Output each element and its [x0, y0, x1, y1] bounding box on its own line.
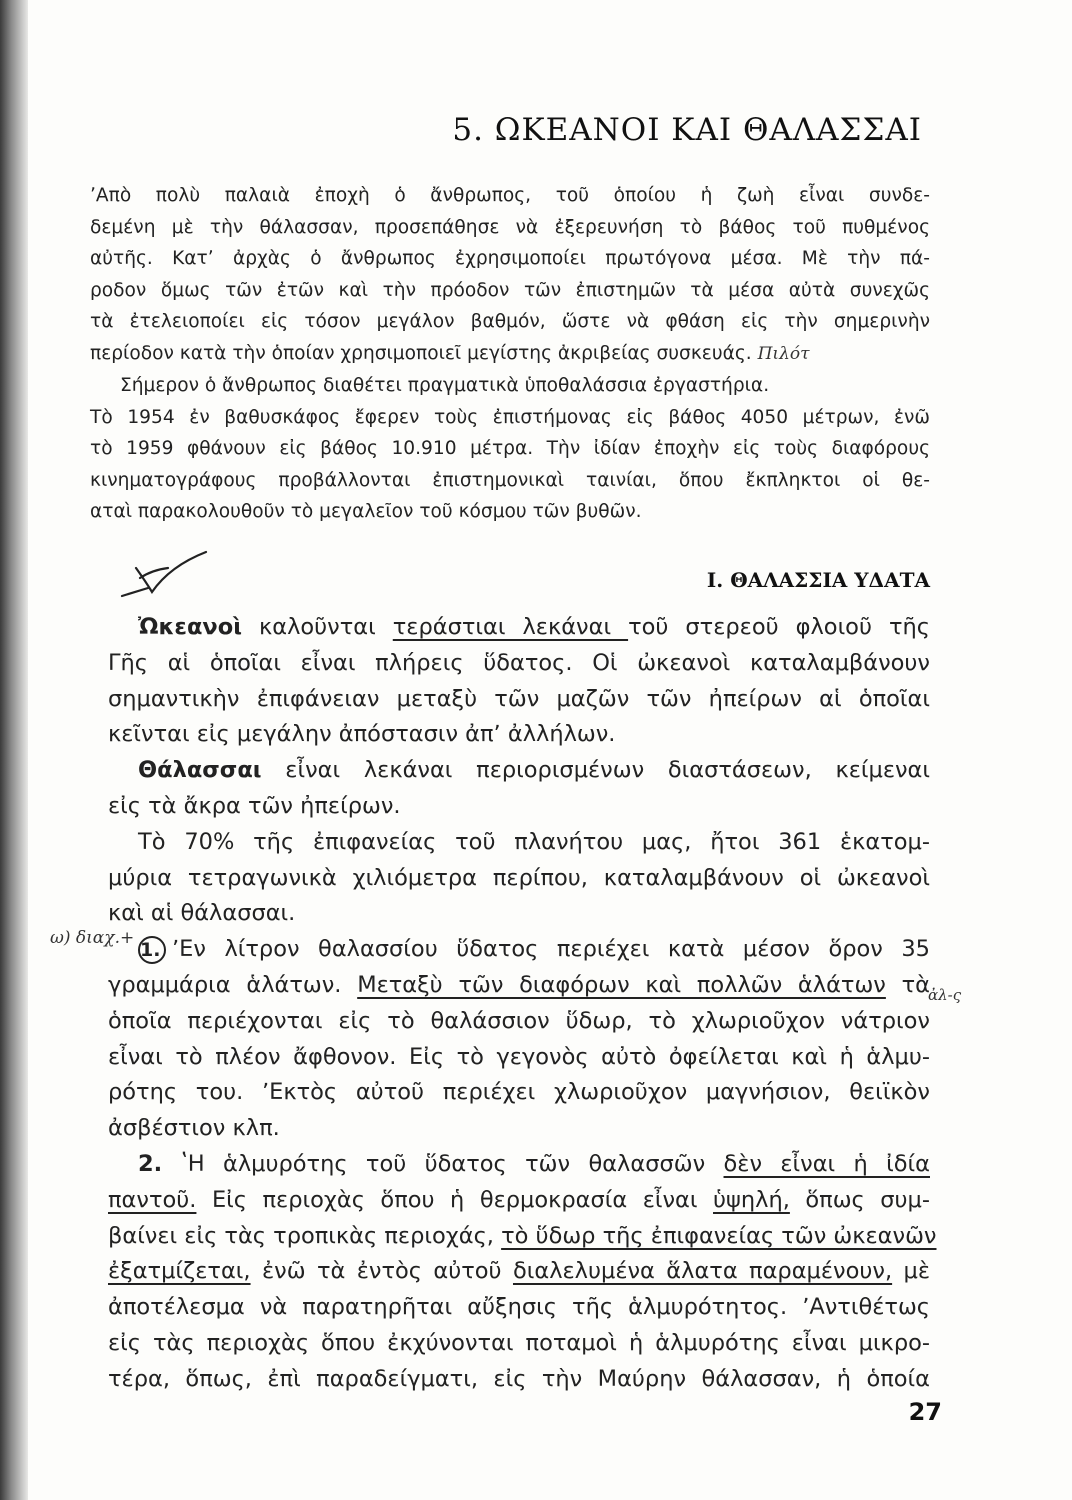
underlined-text: διαλελυμένα ἅλατα παραμένουν, — [512, 1258, 893, 1285]
intro-line: ʼΑπὸ πολὺ παλαιὰ ἐποχὴ ὁ ἄνθρωπος, τοῦ ὁποίου ἡ ζωὴ εἶναι συνδε- — [90, 185, 930, 206]
intro-line: κινηματογράφους προβάλλονται ἐπιστημονικαὶ ταινίαι, ὅπου ἔκπληκτοι οἱ θε- — [90, 469, 930, 491]
term-oceans: Ὠκεανοὶ — [138, 614, 242, 640]
intro-line: αταὶ παρακολουθοῦν τὸ μεγαλεῖον τοῦ κόσμου τῶν βυθῶν. — [90, 501, 642, 522]
intro-line: αὐτῆς. Κατʼ ἀρχὰς ὁ ἄνθρωπος ἐχρησιμοποίει πρωτόγονα μέσα. Μὲ τὴν πά- — [90, 248, 930, 269]
handwritten-side-note: ω) διαχ.+ — [50, 928, 135, 948]
text-line: εἶναι τὸ πλέον ἄφθονον. Εἰς τὸ γεγονὸς αὐτὸ ὀφείλεται καὶ ἡ ἁλμυ- — [108, 1043, 930, 1070]
underlined-text: ὑψηλή, — [713, 1186, 790, 1213]
underlined-text: Μεταξὺ τῶν διαφόρων καὶ πολλῶν ἁλάτων — [357, 971, 886, 998]
text-line: μύρια τετραγωνικὰ χιλιόμετρα περίπου, καταλαμβάνουν οἱ ὠκεανοὶ — [108, 864, 930, 891]
text-span: βαίνει εἰς τὰς τροπικὰς περιοχάς, — [108, 1222, 502, 1249]
underlined-text: ἐξατμίζεται, — [108, 1258, 251, 1285]
intro-line — [90, 338, 930, 371]
page-edge-shadow — [0, 0, 28, 1500]
underlined-text: παντοῦ. — [108, 1186, 197, 1213]
text-line: εἰς τὰς περιοχὰς ὅπου ἐκχύνονται ποταμοὶ ἡ ἁλμυρότης εἶναι μικρο- — [108, 1329, 930, 1356]
text-span: ʽΗ ἁλμυρότης τοῦ ὕδατος τῶν θαλασσῶν — [162, 1150, 724, 1177]
text-line — [108, 1254, 930, 1290]
main-text — [108, 610, 937, 1398]
underlined-text: δὲν εἶναι ἡ ἰδία — [723, 1150, 930, 1177]
text-line: Γῆς αἱ ὁποῖαι εἶναι πλήρεις ὕδατος. Οἱ ὠκεανοὶ καταλαμβάνουν — [108, 649, 930, 676]
text-line: κεῖνται εἰς μεγάλην ἀπόστασιν ἀπʼ ἀλλήλων. — [108, 721, 616, 748]
text-line: τέρα, ὅπως, ἐπὶ παραδείγματι, εἰς τὴν Μαύρην θάλασσαν, ἡ ὁποία — [108, 1365, 930, 1392]
intro-line: Σήμερον ὁ ἄνθρωπος διαθέτει πραγματικὰ ὑποθαλάσσια ἐργαστήρια. — [120, 375, 770, 396]
text-line: ὁποῖα περιέχονται εἰς τὸ θαλάσσιον ὕδωρ, τὸ χλωριοῦχον νάτριον — [108, 1007, 930, 1034]
text-line — [108, 968, 930, 1004]
text-span: γραμμάρια ἁλάτων. — [108, 971, 358, 998]
underlined-text: τεράστιαι λεκάναι — [392, 614, 629, 640]
paragraph-number: 2. — [138, 1150, 163, 1177]
text-line: ἀποτέλεσμα νὰ παρατηρῆται αὔξησις τῆς ἁλμυρότητος. ʼΑντιθέτως — [108, 1294, 930, 1321]
text-line — [108, 1219, 937, 1255]
handwritten-ink-note: ἀλ-ς — [928, 986, 962, 1004]
intro-line: τὰ ἐτελειοποίει εἰς τόσον μεγάλον βαθμόν, ὥστε νὰ φθάση εἰς τὴν σημερινὴν — [90, 311, 930, 332]
text-line: καὶ αἱ θάλασσαι. — [108, 900, 296, 927]
handwritten-margin-note: Πιλότ — [757, 343, 810, 364]
intro-line: δεμένη μὲ τὴν θάλασσαν, προσεπάθησε νὰ ἐξερευνήση τὸ βάθος τοῦ πυθμένος — [90, 216, 930, 238]
chapter-title: 5. ΩΚΕΑΝΟΙ ΚΑΙ ΘΑΛΑΣΣΑΙ — [452, 112, 922, 148]
text-line — [108, 1183, 930, 1219]
handwritten-checkmark — [118, 548, 210, 600]
text-span: εἶναι λεκάναι περιορισμένων διαστάσεων, κείμεναι — [261, 757, 930, 784]
text-line: ρότης του. ʼΕκτὸς αὐτοῦ περιέχει χλωριοῦχον μαγνήσιον, θειϊκὸν — [108, 1079, 930, 1106]
section-title: Ι. ΘΑΛΑΣΣΙΑ ΥΔΑΤΑ — [706, 568, 930, 592]
term-seas: Θάλασσαι — [138, 757, 262, 784]
text-line: εἰς τὰ ἄκρα τῶν ἠπείρων. — [108, 792, 401, 819]
paragraph-oceans — [108, 610, 930, 646]
text-span: ἐνῶ τὰ ἐντὸς αὐτοῦ — [250, 1258, 513, 1285]
intro-line: ροδον ὅμως τῶν ἐτῶν καὶ τὴν πρόοδον τῶν ἐπιστημῶν τὰ μέσα αὐτὰ συνεχῶς — [90, 279, 930, 301]
intro-line-text: περίοδον κατὰ τὴν ὁποίαν χρησιμοποιεῖ μεγίστης ἀκριβείας συσκευάς. — [90, 342, 752, 364]
text-span: τοῦ στερεοῦ φλοιοῦ τῆς — [628, 614, 930, 640]
text-span: ὅπως συμ- — [789, 1186, 930, 1213]
intro-paragraph — [90, 180, 930, 528]
paragraph-seas — [108, 753, 930, 789]
page-number: 27 — [908, 1398, 942, 1426]
text-span: καλοῦνται — [241, 614, 393, 640]
text-span: Εἰς περιοχὰς ὅπου ἡ θερμοκρασία εἶναι — [196, 1186, 714, 1213]
paragraph-salinity — [108, 1147, 930, 1183]
text-line: σημαντικὴν ἐπιφάνειαν μεταξὺ τῶν μαζῶν τῶν ἠπείρων αἱ ὁποῖαι — [108, 685, 930, 712]
text-span: μὲ — [892, 1258, 930, 1285]
text-span: ʼΕν λίτρον θαλασσίου ὕδατος περιέχει κατὰ μέσον ὅρον 35 — [172, 936, 930, 963]
underlined-text: τὸ ὕδωρ τῆς ἐπιφανείας τῶν ὠκεανῶν — [501, 1222, 937, 1249]
paragraph-salts — [108, 932, 930, 968]
intro-line: τὸ 1959 φθάνουν εἰς βάθος 10.910 μέτρα. Τὴν ἰδίαν ἐποχὴν εἰς τοὺς διαφόρους — [90, 438, 930, 459]
circled-number: 1. — [138, 936, 166, 964]
text-line: ἀσβέστιον κλπ. — [108, 1115, 280, 1142]
text-span: τὰ — [885, 971, 930, 998]
intro-line: Τὸ 1954 ἐν βαθυσκάφος ἔφερεν τοὺς ἐπιστήμονας εἰς βάθος 4050 μέτρων, ἐνῶ — [90, 406, 930, 428]
paragraph-coverage: Τὸ 70% τῆς ἐπιφανείας τοῦ πλανήτου μας, ἤτοι 361 ἑκατομ- — [138, 828, 930, 855]
